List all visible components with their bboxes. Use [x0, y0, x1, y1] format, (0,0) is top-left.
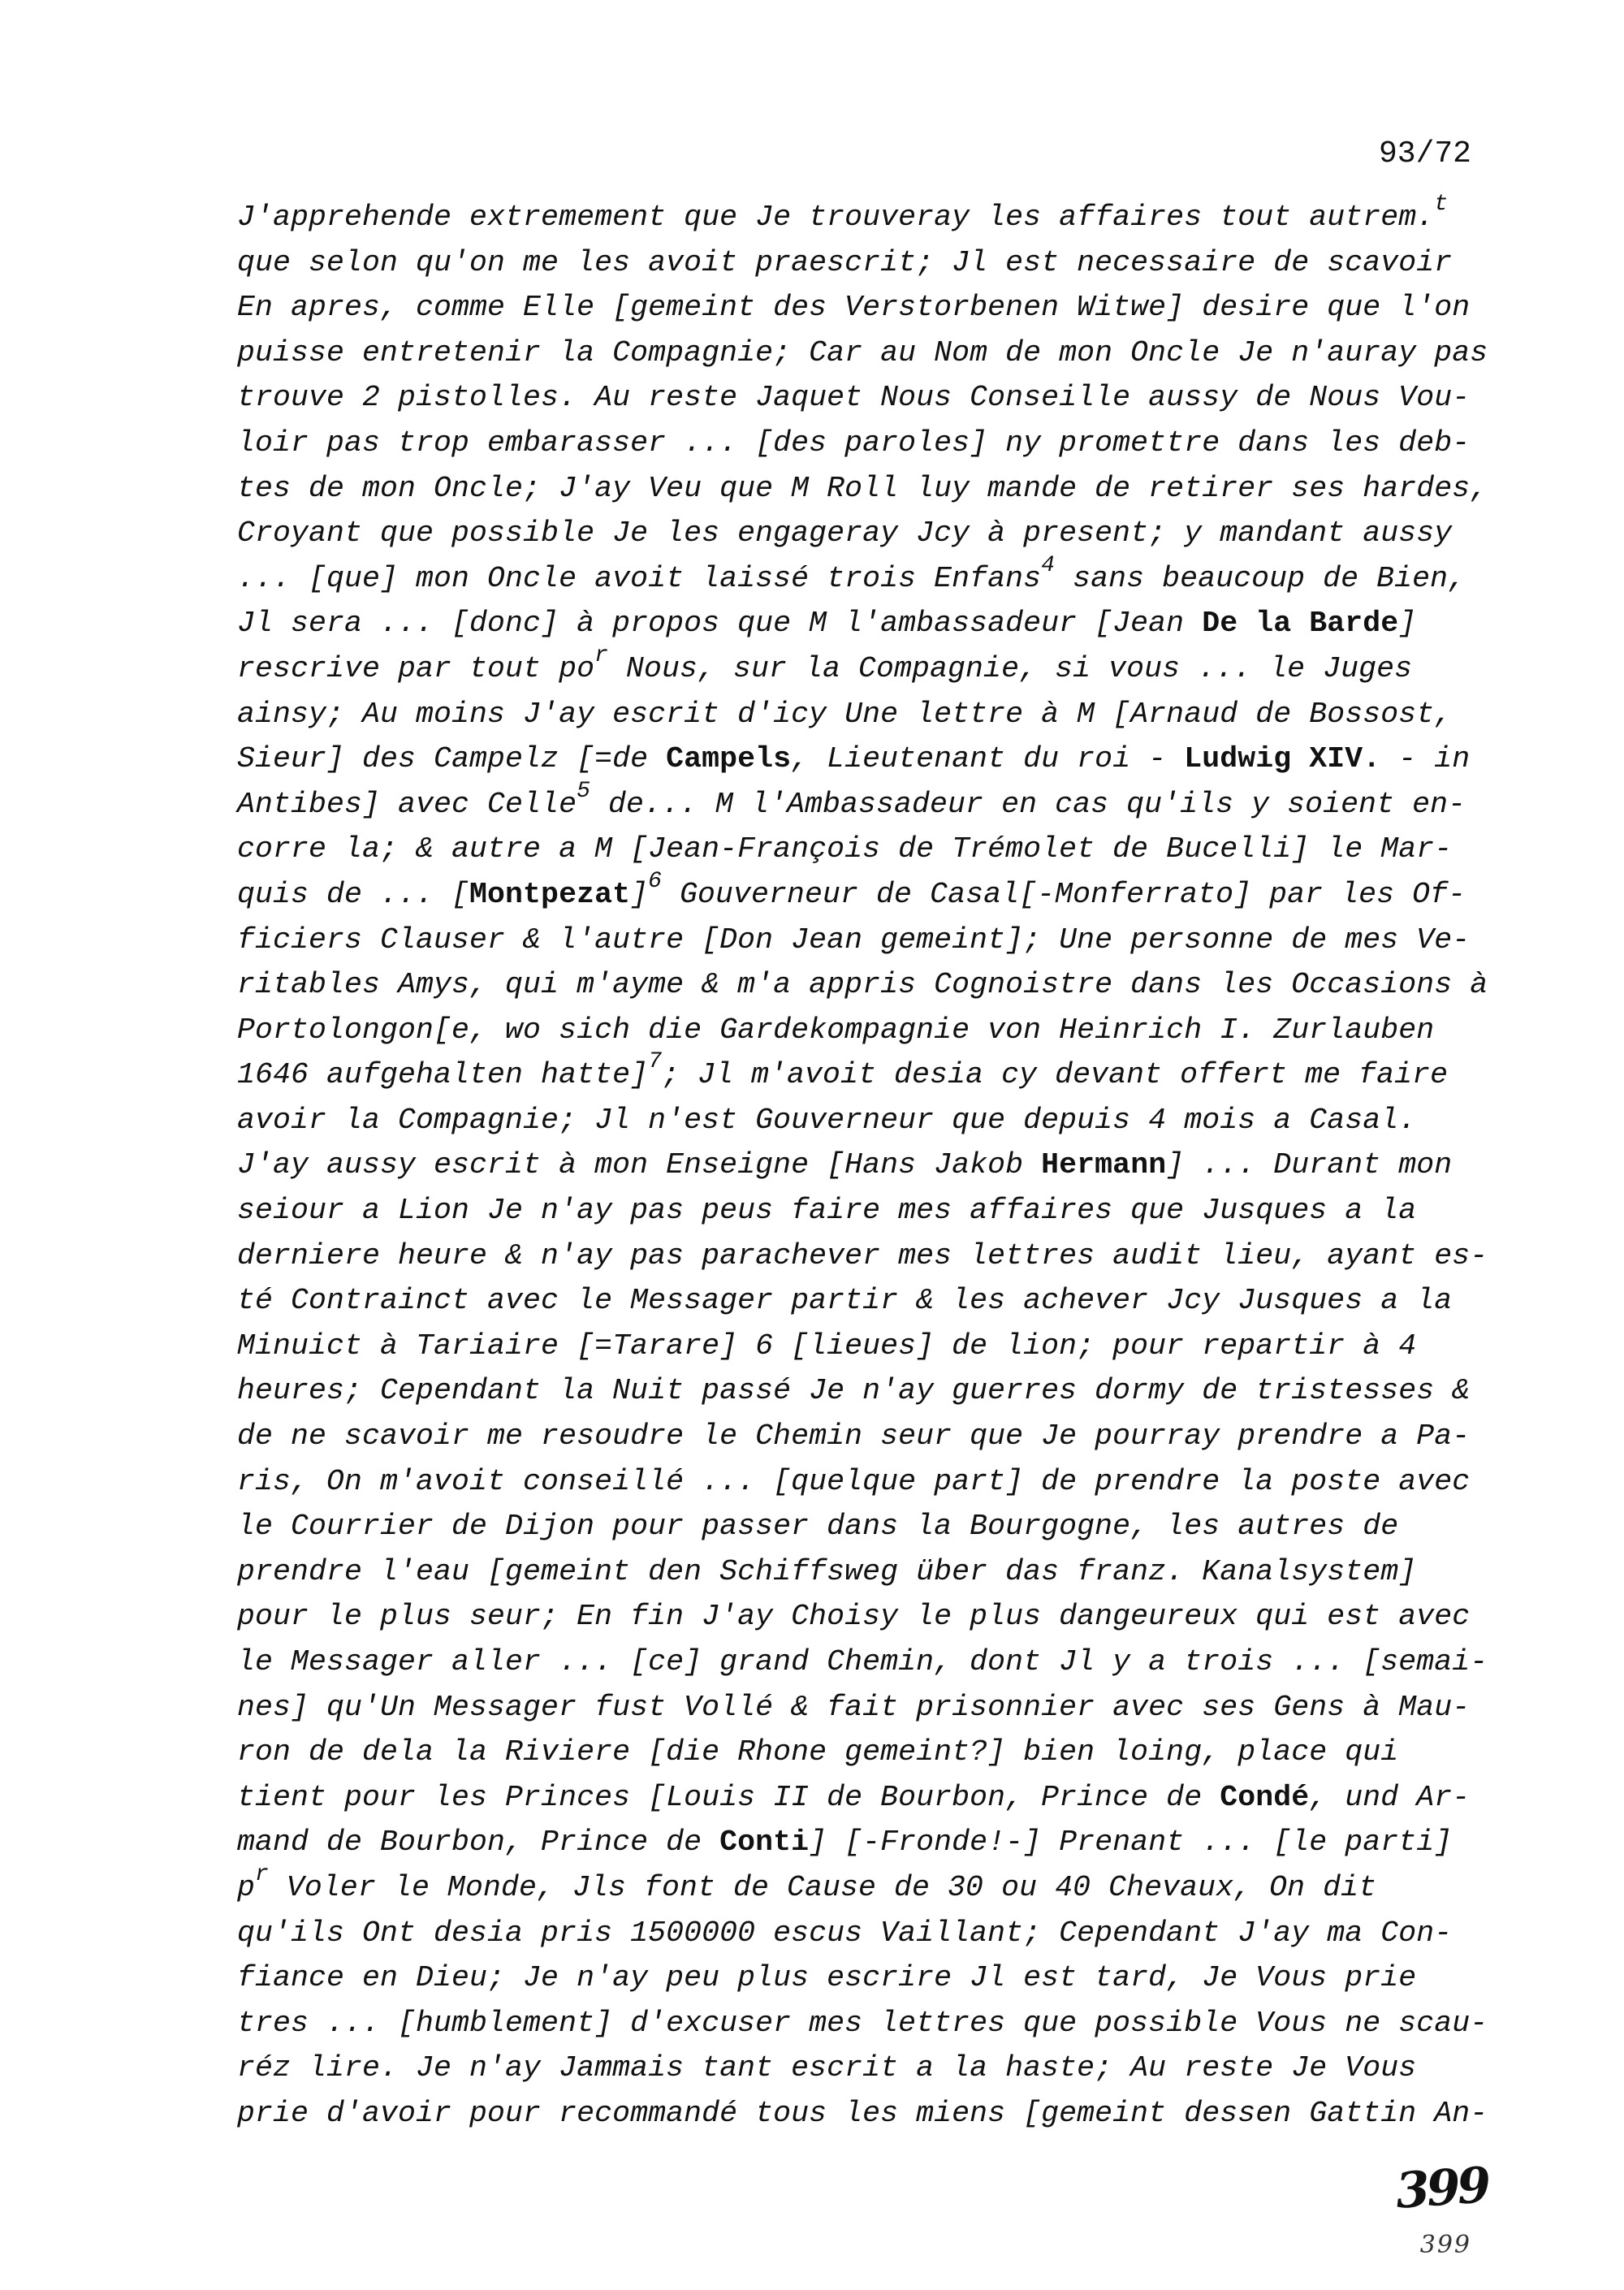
- text-line: [237, 1459, 1488, 1505]
- text-segment: ... [que] mon Oncle avoit laissé trois Enfans: [237, 561, 1042, 595]
- page-number: 93/72: [1378, 136, 1471, 171]
- text-line: [237, 962, 1488, 1008]
- text-line: [237, 1234, 1488, 1279]
- text-segment: 1646 aufgehalten hatte]: [237, 1058, 649, 1092]
- text-segment: Portolongon[e, wo sich die Gardekompagnie von Heinrich I. Zurlauben: [237, 1013, 1435, 1047]
- text-line: [237, 552, 1488, 602]
- text-segment: ; Jl m'avoit desia cy devant offert me faire: [662, 1058, 1449, 1092]
- text-segment: prie d'avoir pour recommandé tous les miens [gemeint dessen Gattin An-: [237, 2096, 1488, 2130]
- text-line: [237, 466, 1488, 512]
- text-line: [237, 331, 1488, 376]
- text-segment: Gouverneur de Casal[-Monferrato] par les Of-: [662, 877, 1466, 911]
- text-line: [237, 1955, 1488, 2001]
- text-line: [237, 1594, 1488, 1640]
- text-line: [237, 1414, 1488, 1459]
- text-segment: J'apprehende extremement que Je trouveray les affaires tout autrem.: [237, 201, 1435, 234]
- text-segment: puisse entretenir la Compagnie; Car au Nom de mon Oncle Je n'auray pas: [237, 335, 1488, 369]
- text-segment: té Contrainct avec le Messager partir & les achever Jcy Jusques a la: [237, 1284, 1453, 1318]
- text-segment: Croyant que possible Je les engageray Jcy à present; y mandant aussy: [237, 516, 1453, 551]
- text-segment: le Courrier de Dijon pour passer dans la Bourgogne, les autres de: [237, 1510, 1399, 1544]
- text-line: [237, 778, 1488, 827]
- text-segment: ainsy; Au moins J'ay escrit d'icy Une lettre à M [Arnaud de Bossost,: [237, 697, 1453, 731]
- text-line: [237, 511, 1488, 556]
- text-line: [237, 692, 1488, 737]
- text-line: [237, 1504, 1488, 1549]
- superscript: t: [1434, 191, 1449, 217]
- text-segment: ] ... Durant mon: [1166, 1148, 1453, 1182]
- document-body: [237, 191, 1488, 2137]
- folio-stamp-secondary: 399: [1419, 2231, 1471, 2259]
- text-line: [237, 642, 1488, 692]
- text-line: [237, 1324, 1488, 1369]
- text-line: [237, 1730, 1488, 1775]
- text-segment: - in: [1380, 742, 1471, 776]
- text-segment: derniere heure & n'ay pas parachever mes lettres audit lieu, ayant es-: [237, 1238, 1488, 1272]
- text-segment: Minuict à Tariaire [=Tarare] 6 [lieues] de lion; pour repartir à 4: [237, 1329, 1417, 1363]
- text-segment: que selon qu'on me les avoit praescrit; Jl est necessaire de scavoir: [237, 245, 1453, 279]
- text-segment: Nous, sur la Compagnie, si vous ... le Juges: [607, 651, 1413, 685]
- text-line: [237, 285, 1488, 331]
- text-segment: qu'ils Ont desia pris 1500000 escus Vaillant; Cependant J'ay ma Con-: [237, 1916, 1453, 1950]
- text-line: [237, 1911, 1488, 1956]
- superscript: 5: [577, 778, 590, 804]
- text-segment: rescrive par tout po: [237, 651, 595, 685]
- bold-name: De la Barde: [1202, 607, 1399, 641]
- text-line: [237, 421, 1488, 466]
- superscript: 4: [1041, 552, 1056, 578]
- text-segment: tient pour les Princes [Louis II de Bourbon, Prince de: [237, 1780, 1220, 1814]
- text-segment: tes de mon Oncle; J'ay Veu que M Roll luy mande de retirer ses hardes,: [237, 471, 1488, 505]
- text-segment: ]: [1398, 607, 1417, 641]
- text-segment: Antibes] avec Celle: [237, 787, 577, 821]
- text-segment: Jl sera ... [donc] à propos que M l'ambassadeur [Jean: [237, 607, 1203, 641]
- text-segment: corre la; & autre a M [Jean-François de Trémolet de Bucelli] le Mar-: [237, 832, 1453, 866]
- text-line: [237, 1820, 1488, 1865]
- text-line: [237, 240, 1488, 286]
- text-line: [237, 191, 1488, 240]
- text-segment: J'ay aussy escrit à mon Enseigne [Hans Jakob: [237, 1148, 1042, 1182]
- bold-name: Montpezat: [469, 877, 631, 911]
- text-segment: fiance en Dieu; Je n'ay peu plus escrire Jl est tard, Je Vous prie: [237, 1961, 1417, 1995]
- text-line: [237, 1008, 1488, 1053]
- text-line: [237, 1368, 1488, 1414]
- text-line: [237, 868, 1488, 918]
- text-segment: Sieur] des Campelz [=de: [237, 742, 667, 776]
- superscript: r: [255, 1861, 269, 1887]
- superscript: 7: [648, 1049, 662, 1075]
- bold-name: Hermann: [1041, 1148, 1167, 1182]
- text-segment: ris, On m'avoit conseillé ... [quelque part] de prendre la poste avec: [237, 1464, 1471, 1498]
- text-segment: le Messager aller ... [ce] grand Chemin, dont Jl y a trois ... [semai-: [237, 1645, 1488, 1679]
- text-line: [237, 375, 1488, 421]
- text-segment: , und Ar-: [1309, 1780, 1471, 1814]
- text-line: [237, 1143, 1488, 1188]
- text-segment: ]: [630, 877, 649, 911]
- text-segment: p: [237, 1870, 256, 1904]
- text-segment: heures; Cependant la Nuit passé Je n'ay guerres dormy de tristesses &: [237, 1374, 1471, 1408]
- text-segment: mand de Bourbon, Prince de: [237, 1826, 720, 1860]
- text-segment: , Lieutenant du roi -: [791, 742, 1185, 776]
- text-line: [237, 1049, 1488, 1098]
- superscript: r: [594, 642, 608, 668]
- text-segment: sans beaucoup de Bien,: [1055, 561, 1466, 595]
- text-segment: réz lire. Je n'ay Jammais tant escrit a la haste; Au reste Je Vous: [237, 2051, 1417, 2085]
- text-segment: En apres, comme Elle [gemeint des Verstorbenen Witwe] desire que l'on: [237, 291, 1471, 325]
- text-line: [237, 918, 1488, 963]
- text-line: [237, 1278, 1488, 1324]
- text-line: [237, 2001, 1488, 2046]
- text-line: [237, 2046, 1488, 2091]
- text-segment: pour le plus seur; En fin J'ay Choisy le plus dangeureux qui est avec: [237, 1600, 1471, 1634]
- text-line: [237, 1685, 1488, 1730]
- text-line: [237, 2091, 1488, 2137]
- text-line: [237, 1640, 1488, 1685]
- text-line: [237, 1861, 1488, 1911]
- text-line: [237, 1188, 1488, 1234]
- text-segment: trouve 2 pistolles. Au reste Jaquet Nous Conseille aussy de Nous Vou-: [237, 381, 1471, 415]
- text-segment: ficiers Clauser & l'autre [Don Jean gemeint]; Une personne de mes Ve-: [237, 922, 1471, 957]
- bold-name: Ludwig XIV.: [1184, 742, 1381, 776]
- text-segment: de... M l'Ambassadeur en cas qu'ils y soient en-: [590, 787, 1466, 821]
- text-segment: tres ... [humblement] d'excuser mes lettres que possible Vous ne scau-: [237, 2006, 1488, 2040]
- text-segment: ron de dela la Riviere [die Rhone gemeint?] bien loing, place qui: [237, 1735, 1399, 1769]
- text-line: [237, 601, 1488, 646]
- text-line: [237, 827, 1488, 872]
- superscript: 6: [648, 868, 663, 894]
- bold-name: Campels: [666, 742, 792, 776]
- folio-stamp: 399: [1393, 2157, 1490, 2220]
- text-line: [237, 1549, 1488, 1595]
- text-segment: ritables Amys, qui m'ayme & m'a appris Cognoistre dans les Occasions à: [237, 968, 1488, 1002]
- text-line: [237, 1775, 1488, 1821]
- text-line: [237, 1098, 1488, 1143]
- text-segment: de ne scavoir me resoudre le Chemin seur que Je pourray prendre a Pa-: [237, 1419, 1471, 1454]
- text-segment: loir pas trop embarasser ... [des paroles] ny promettre dans les deb-: [237, 426, 1471, 460]
- text-segment: avoir la Compagnie; Jl n'est Gouverneur que depuis 4 mois a Casal.: [237, 1103, 1417, 1137]
- text-segment: quis de ... [: [237, 877, 470, 911]
- text-segment: seiour a Lion Je n'ay pas peus faire mes affaires que Jusques a la: [237, 1194, 1417, 1228]
- text-segment: nes] qu'Un Messager fust Vollé & fait prisonnier avec ses Gens à Mau-: [237, 1690, 1471, 1724]
- bold-name: Condé: [1220, 1780, 1310, 1814]
- text-line: [237, 737, 1488, 782]
- text-segment: Voler le Monde, Jls font de Cause de 30 ou 40 Chevaux, On dit: [268, 1870, 1377, 1904]
- bold-name: Conti: [719, 1826, 810, 1860]
- text-segment: prendre l'eau [gemeint den Schiffsweg über das franz. Kanalsystem]: [237, 1554, 1417, 1588]
- text-segment: ] [-Fronde!-] Prenant ... [le parti]: [809, 1826, 1453, 1860]
